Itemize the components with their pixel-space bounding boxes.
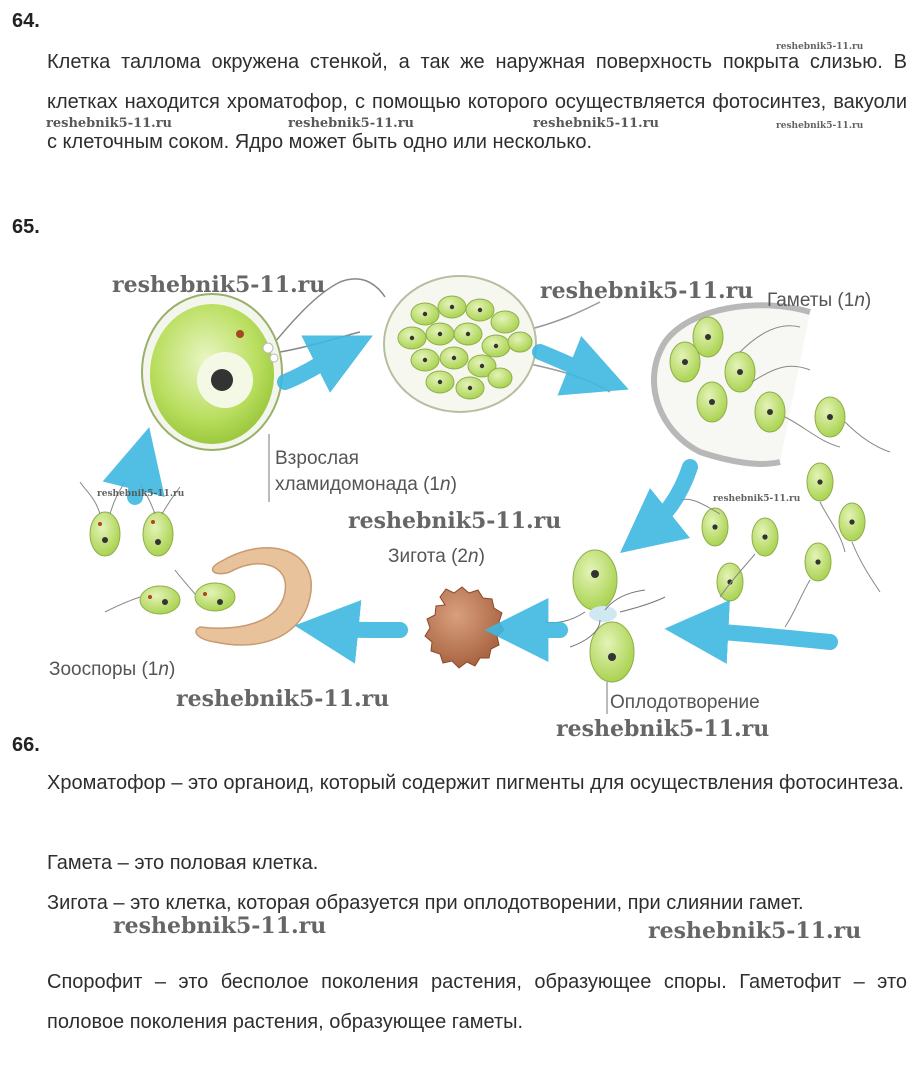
watermark: reshebnik5-11.ru (112, 272, 326, 298)
task-number-66: 66. (12, 734, 40, 756)
label-gametes: Гаметы (1n) (767, 290, 872, 311)
watermark: reshebnik5-11.ru (556, 716, 770, 742)
watermark: reshebnik5-11.ru (533, 116, 660, 131)
watermark: reshebnik5-11.ru (776, 42, 864, 52)
answer-66-p4: Спорофит – это бесполое поколения растения, образующее споры. Гаметофит – это половое поколения растения, образующее гаметы. (47, 971, 907, 1033)
arrow-adult-to-division (285, 347, 350, 382)
life-cycle-illustration (40, 252, 900, 722)
gamete-release-sac (654, 305, 890, 464)
task-number-64: 64. (12, 10, 40, 32)
label-zygote: Зигота (2n) (388, 546, 485, 567)
watermark: reshebnik5-11.ru (540, 278, 754, 304)
watermark: reshebnik5-11.ru (713, 494, 801, 504)
answer-66-p3: Зигота – это клетка, которая образуется при оплодотворении, при слиянии гамет. (47, 892, 804, 914)
watermark: reshebnik5-11.ru (348, 508, 562, 534)
chlamydomonas-life-cycle-diagram (40, 252, 900, 722)
watermark: reshebnik5-11.ru (46, 116, 173, 131)
watermark: reshebnik5-11.ru (113, 913, 327, 939)
label-zoospores: Зооспоры (1n) (49, 659, 176, 680)
watermark: reshebnik5-11.ru (288, 116, 415, 131)
answer-64-text: Клетка таллома окружена стенкой, а так же наружная поверхность покрыта слизью. В клетках находится хроматофор, с помощью которого осуществляется фотосинтез, вакуоли с клеточным соком. Ядро может быть одно или несколько. (47, 51, 907, 153)
free-gametes (680, 463, 880, 627)
zygote-cell (425, 587, 504, 668)
arrow-gametes-to-fertilization (640, 467, 690, 537)
answer-66-p1: Хроматофор – это органоид, который содержит пигменты для осуществления фотосинтеза. (47, 772, 904, 794)
label-adult: Взрослая (275, 448, 359, 469)
arrow-gametes-to-fertilization-right (690, 630, 830, 642)
arrow-division-to-gametes (540, 352, 605, 380)
zoospores (80, 482, 235, 614)
watermark: reshebnik5-11.ru (176, 686, 390, 712)
label-fertilization: Оплодотворение (610, 692, 760, 713)
label-adult-line2: хламидомонада (1n) (275, 474, 457, 495)
arrow-zygote-to-zoospores (320, 628, 400, 630)
fertilizing-gametes-pair (545, 550, 665, 682)
task-number-65: 65. (12, 216, 40, 238)
watermark: reshebnik5-11.ru (776, 121, 864, 131)
watermark: reshebnik5-11.ru (97, 489, 185, 499)
watermark: reshebnik5-11.ru (648, 918, 862, 944)
answer-66-p2: Гамета – это половая клетка. (47, 852, 319, 874)
adult-chlamydomonas-cell (142, 279, 385, 450)
